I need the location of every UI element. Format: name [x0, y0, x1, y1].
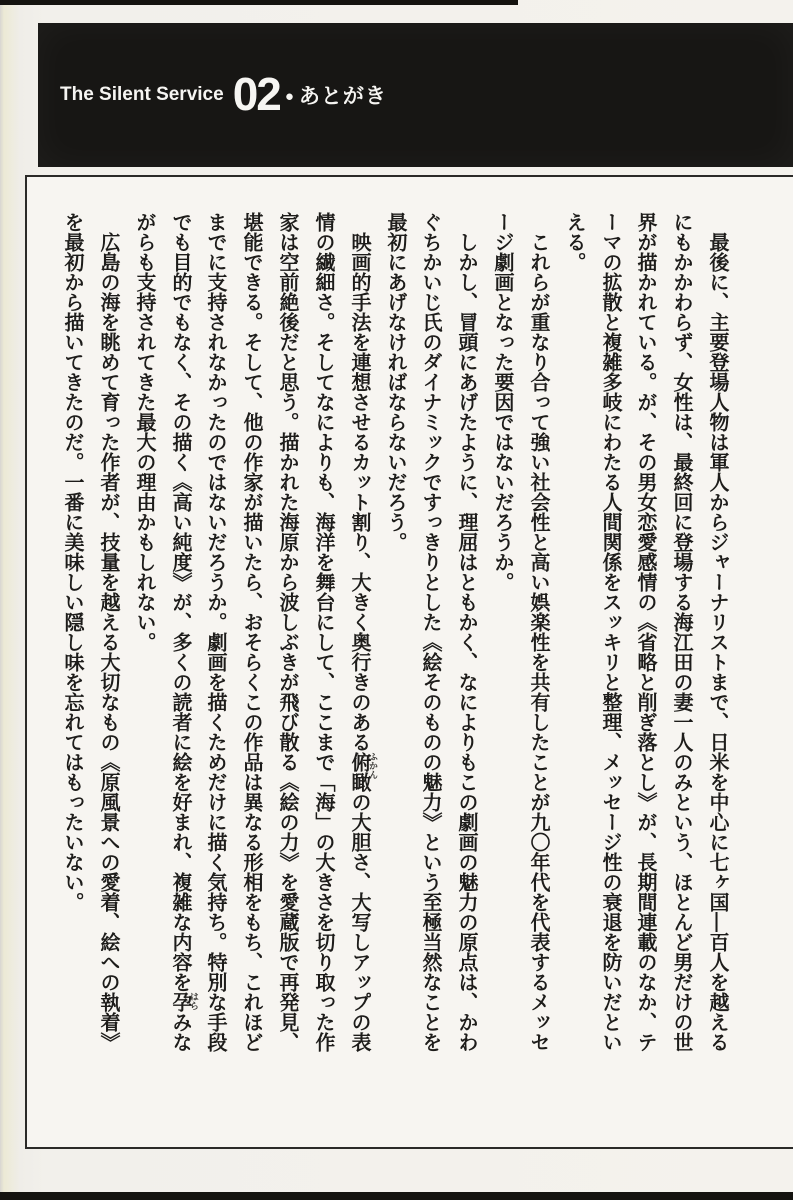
text-column: を最初から描いてきたのだ。一番に美味しい隠し味を忘れてはもったいない。	[61, 212, 83, 912]
scan-edge-bottom	[0, 1192, 793, 1200]
text-column: 最後に、主要登場人物は軍人からジャーナリストまで、日米を中心に七ヶ国―百人を越える	[706, 232, 728, 1052]
text-column: 堪能できる。そして、他の作家が描いたら、おそらくこの作品は異なる形相をもち、これほど	[240, 212, 262, 1052]
text-column: でも目的でもなく、その描く《高い純度》が、多くの読者に絵を好まれ、複雑な内容を孕みな	[169, 212, 191, 1052]
text-column: える。	[563, 212, 585, 272]
furigana-annotation: はら	[189, 992, 199, 1010]
header-title-group	[60, 23, 387, 167]
text-column: がらも支持されてきた最大の理由かもしれない。	[133, 212, 155, 652]
page-title: あとがき	[298, 85, 387, 108]
text-column: ぐちかいじ氏のダイナミックですっきりとした《絵そのものの魅力》という至極当然なことを	[419, 212, 441, 1052]
header-band	[38, 23, 793, 167]
text-column: しかし、冒頭にあげたように、理屈はともかく、なによりもこの劇画の魅力の原点は、かわ	[455, 232, 477, 1052]
text-column: 広島の海を眺めて育った作者が、技量を越える大切なもの《原風景への愛着、絵への執着》	[97, 232, 119, 1052]
bullet-icon: ●	[284, 87, 294, 105]
text-column: 映画的手法を連想させるカット割り、大きく奥行きのある俯瞰の大胆さ、大写しアップの表	[348, 232, 370, 1052]
text-column: 最初にあげなければならないだろう。	[384, 212, 406, 552]
scan-edge-top	[0, 0, 518, 5]
text-column: 家は空前絶後だと思う。描かれた海原から波しぶきが飛び散る《絵の力》を愛蔵版で再発見、	[276, 212, 298, 1052]
text-column: 界が描かれている。が、その男女恋愛感情の《省略と削ぎ落とし》が、長期間連載のなか、テ	[634, 212, 656, 1052]
series-title: The Silent Service	[60, 84, 224, 105]
afterword-text-box	[25, 175, 793, 1149]
text-column: 情の繊細さ。そしてなによりも、海洋を舞台にして、ここまで「海」の大きさを切り取った作	[312, 212, 334, 1052]
volume-number: 02	[232, 68, 280, 120]
text-column: ーマの拡散と複雑多岐にわたる人間関係をスッキリと整理、メッセージ性の衰退を防いだとい	[599, 212, 621, 1052]
text-column: にもかかわらず、女性は、最終回に登場する海江田の妻一人のみという、ほとんど男だけの世	[670, 212, 692, 1052]
text-column: ージ劇画となった要因ではないだろうか。	[491, 212, 513, 592]
text-column: までに支持されなかったのではないだろうか。劇画を描くためだけに描く気持ち。特別な手段	[204, 212, 226, 1052]
furigana-annotation: ふかん	[368, 752, 378, 779]
text-column: これらが重なり合って強い社会性と高い娯楽性を共有したことが九〇年代を代表するメッセ	[527, 232, 549, 1052]
